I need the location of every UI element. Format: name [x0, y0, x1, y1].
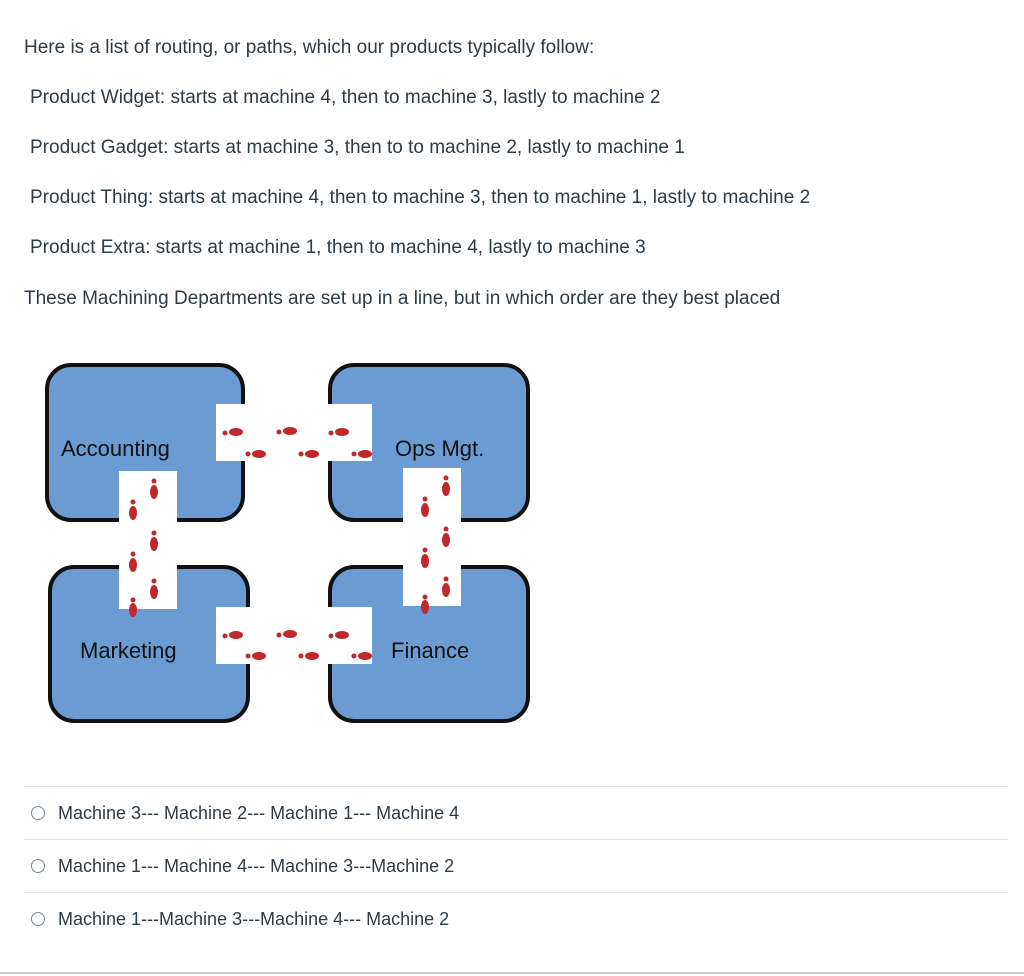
corridor-left: [119, 471, 177, 609]
answer-option-2[interactable]: [24, 839, 1008, 892]
route-gadget: Product Gadget: starts at machine 3, then to to machine 2, lastly to machine 1: [30, 137, 685, 158]
label-marketing: Marketing: [80, 638, 177, 663]
question-prompt: These Machining Departments are set up in a line, but in which order are they best placed: [24, 288, 781, 309]
answer-label: Machine 3--- Machine 2--- Machine 1--- Machine 4: [58, 802, 460, 823]
radio-button[interactable]: [31, 859, 45, 873]
label-accounting: Accounting: [61, 436, 170, 461]
answer-list: [24, 786, 1008, 945]
question-intro: Here is a list of routing, or paths, which our products typically follow:: [24, 37, 595, 58]
route-widget: Product Widget: starts at machine 4, then to machine 3, lastly to machine 2: [30, 87, 661, 108]
route-thing: Product Thing: starts at machine 4, then to machine 3, then to machine 1, lastly to machine 2: [30, 187, 811, 208]
answer-label: Machine 1--- Machine 4--- Machine 3---Machine 2: [58, 855, 455, 876]
answer-label: Machine 1---Machine 3---Machine 4--- Machine 2: [58, 908, 450, 929]
answer-option-3[interactable]: [24, 892, 1008, 945]
route-extra: Product Extra: starts at machine 1, then to machine 4, lastly to machine 3: [30, 237, 646, 258]
bottom-divider: [0, 972, 1024, 974]
label-finance: Finance: [391, 638, 470, 663]
radio-button[interactable]: [31, 912, 45, 926]
radio-button[interactable]: [31, 806, 45, 820]
label-ops-mgt: Ops Mgt.: [395, 436, 485, 461]
answer-option-1[interactable]: [24, 786, 1008, 839]
corridor-right: [403, 468, 461, 606]
department-layout-diagram: [44, 362, 534, 724]
